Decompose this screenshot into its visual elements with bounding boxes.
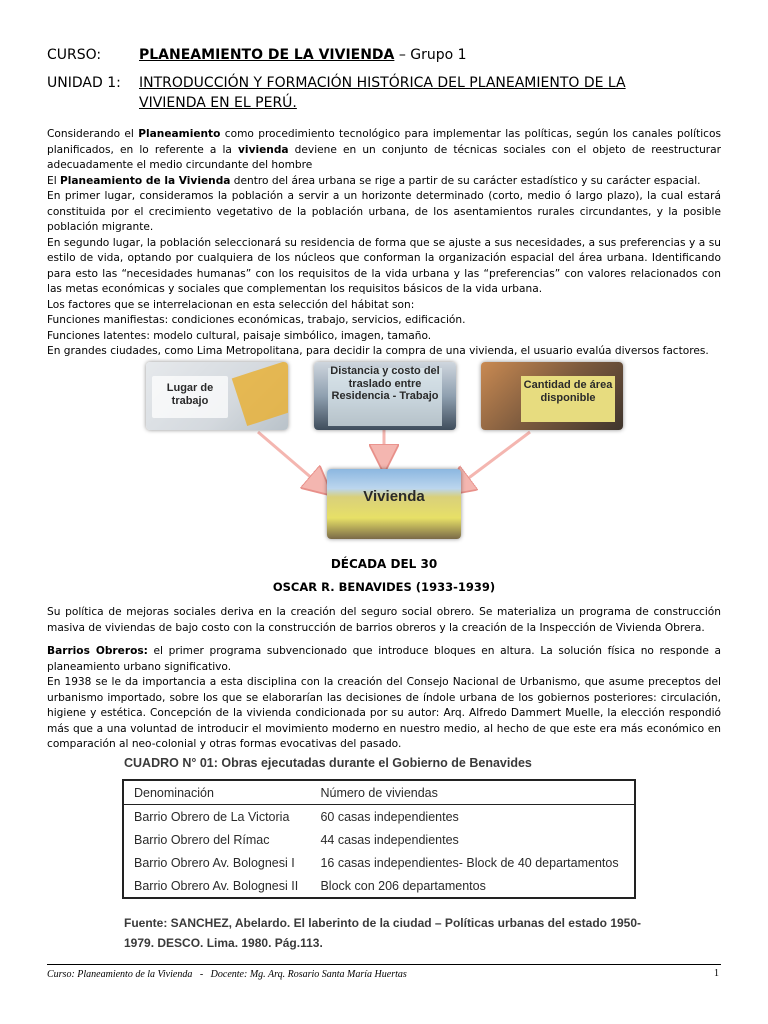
center-box-vivienda bbox=[327, 469, 461, 539]
course-group: – Grupo 1 bbox=[394, 47, 467, 63]
table-title: CUADRO N° 01: Obras ejecutadas durante el Gobierno de Benavides bbox=[124, 756, 532, 770]
table-cell: 60 casas independientes bbox=[320, 809, 459, 824]
unit-title-line1: INTRODUCCIÓN Y FORMACIÓN HISTÓRICA DEL PLANEAMIENTO DE LA bbox=[139, 75, 626, 91]
intro-text bbox=[47, 127, 721, 360]
intro-paragraph: Funciones manifiestas: condiciones económicas, trabajo, servicios, edificación. bbox=[47, 314, 466, 326]
table-row bbox=[124, 805, 634, 829]
unit-title-line2: VIVIENDA EN EL PERÚ. bbox=[139, 95, 297, 111]
table-header-cell: Número de viviendas bbox=[310, 781, 634, 805]
section-paragraph: En 1938 se le da importancia a esta disciplina con la creación del Consejo Nacional de Urbanismo, que asume preceptos del urbanismo importado, sobre los que se elaborarían las decisiones de índole urbana de los gobiernos posteriores: circulación, higiene y estética. Concepción de la vivienda condicionada por su autor: Arq. Alfredo Dammert Muelle, la elección respondió más que a una voluntad de introducir el movimiento moderno en nuestro medio, al hecho de que este era más económico en comparación al neo-colonial y otras formas evocativas del pasado. bbox=[47, 676, 721, 750]
table-row bbox=[124, 851, 634, 874]
table-grid bbox=[124, 781, 634, 897]
factor-label: Distancia y costo del traslado entre Residencia - Trabajo bbox=[330, 365, 440, 402]
decade-title: DÉCADA DEL 30 bbox=[330, 557, 438, 571]
intro-paragraph bbox=[47, 174, 721, 190]
section-paragraph: Su política de mejoras sociales deriva en la creación del seguro social obrero. Se materializa un programa de construcción masiva de viviendas de bajo costo con la construcción de barrios obreros y la creación de la Inspección de Vivienda Obrera. bbox=[47, 606, 721, 634]
factor-box-area bbox=[481, 362, 623, 430]
arrow-1 bbox=[258, 432, 328, 492]
table-cell: Barrio Obrero de La Victoria bbox=[134, 809, 290, 824]
factors-diagram bbox=[0, 358, 768, 543]
table-cell: Barrio Obrero Av. Bolognesi II bbox=[134, 878, 299, 893]
table-cell: Barrio Obrero del Rímac bbox=[134, 832, 270, 847]
intro-paragraph: En grandes ciudades, como Lima Metropolitana, para decidir la compra de una vivienda, el usuario evalúa diversos factores. bbox=[47, 345, 709, 357]
intro-paragraph: En primer lugar, consideramos la población a servir a un horizonte determinado (corto, medio ó largo plazo), la cual estará constituida por el crecimiento vegetativo de la población urbana, de los asentamientos rurales circundantes, y la posible población migrante. bbox=[47, 190, 721, 233]
table-cell: 16 casas independientes- Block de 40 departamentos bbox=[320, 855, 619, 870]
bold-term: Planeamiento bbox=[138, 128, 221, 140]
source-line: Fuente: SANCHEZ, Abelardo. El laberinto de la ciudad – Políticas urbanas del estado 1950- bbox=[124, 916, 642, 930]
page-number: 1 bbox=[714, 968, 719, 979]
text-span: El bbox=[47, 174, 61, 187]
course-label: CURSO: bbox=[47, 47, 102, 63]
table-cell: 44 casas independientes bbox=[320, 832, 459, 847]
decor bbox=[232, 362, 288, 426]
table-row bbox=[124, 828, 634, 851]
table-header-cell: Denominación bbox=[124, 781, 310, 805]
section-text bbox=[47, 605, 721, 753]
table-source bbox=[124, 913, 641, 953]
text-span: deviene en un conjunto de técnicas sociales con el objeto de reestructurar adecuadamente el medio circundante del hombre bbox=[47, 143, 722, 171]
bold-term: Planeamiento de la Vivienda bbox=[60, 174, 231, 187]
text-span: como procedimiento tecnológico para implementar las políticas, según los canales políticos planificados, en lo referente a la bbox=[47, 128, 721, 156]
table-row bbox=[124, 874, 634, 897]
source-line: 1979. DESCO. Lima. 1980. Pág.113. bbox=[124, 936, 323, 950]
intro-paragraph: Funciones latentes: modelo cultural, paisaje simbólico, imagen, tamaño. bbox=[47, 329, 432, 342]
footer-rule bbox=[47, 964, 721, 965]
table-cell: Block con 206 departamentos bbox=[320, 878, 486, 893]
center-label: Vivienda bbox=[363, 488, 425, 505]
factor-label: Lugar de trabajo bbox=[166, 382, 214, 407]
text-span: Considerando el bbox=[47, 128, 139, 140]
course-title: PLANEAMIENTO DE LA VIVIENDA bbox=[139, 47, 395, 63]
text-span: el primer programa subvencionado que introduce bloques en altura. La solución física no responde a planeamiento urbano significativo. bbox=[47, 645, 721, 673]
president-title: OSCAR R. BENAVIDES (1933-1939) bbox=[272, 580, 496, 594]
works-table bbox=[122, 779, 636, 899]
unit-label: UNIDAD 1: bbox=[47, 75, 121, 91]
factor-box-distance bbox=[314, 362, 456, 430]
factor-label: Cantidad de área disponible bbox=[523, 379, 613, 404]
text-span: dentro del área urbana se rige a partir de su carácter estadístico y su carácter espacial. bbox=[230, 174, 701, 187]
arrow-3 bbox=[450, 432, 530, 492]
course-header bbox=[47, 45, 727, 65]
factor-box-workplace bbox=[146, 362, 288, 430]
intro-paragraph: Los factores que se interrelacionan en esta selección del hábitat son: bbox=[47, 298, 415, 311]
bold-term: Barrios Obreros: bbox=[47, 645, 148, 657]
footer-text: Curso: Planeamiento de la Vivienda - Docente: Mg. Arq. Rosario Santa María Huertas bbox=[47, 969, 407, 980]
table-cell: Barrio Obrero Av. Bolognesi I bbox=[134, 855, 295, 870]
table-header-row bbox=[124, 781, 634, 805]
intro-paragraph bbox=[47, 127, 721, 174]
intro-paragraph: En segundo lugar, la población seleccionará su residencia de forma que se ajuste a sus necesidades, a sus preferencias y a su estilo de vida, optando por cualquiera de los núcleos que conforman la organización espacial del área urbana. Identificando para esto las “necesidades humanas” con los requisitos de la vida urbana y las “preferencias” con valores relacionados con las metas económicas y sociales que complementan los requisitos básicos de la vida urbana. bbox=[47, 236, 721, 295]
bold-term: vivienda bbox=[238, 143, 289, 156]
section-paragraph bbox=[47, 644, 721, 675]
